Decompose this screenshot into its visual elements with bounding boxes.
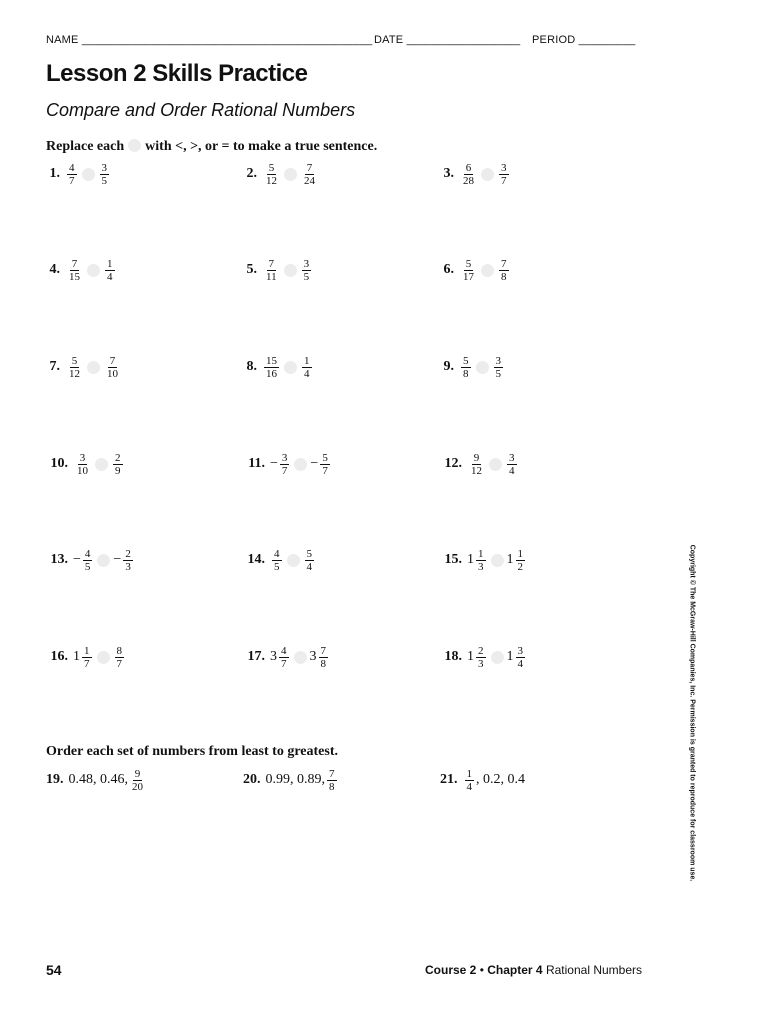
fraction <box>327 768 337 793</box>
denominator: 11 <box>266 270 277 283</box>
fraction <box>499 258 509 283</box>
compare-problem <box>46 640 126 674</box>
numerator: 5 <box>465 257 472 270</box>
fraction <box>83 548 93 573</box>
footer-topic: Rational Numbers <box>545 963 642 977</box>
problem-number: 16. <box>50 649 68 664</box>
fraction <box>272 548 282 573</box>
denominator: 8 <box>329 780 335 793</box>
fraction <box>264 162 279 187</box>
lesson-subtitle: Compare and Order Rational Numbers <box>46 100 356 120</box>
fraction <box>130 768 145 793</box>
compare-problem <box>46 253 117 287</box>
fraction <box>67 355 82 380</box>
problem-number: 14. <box>247 552 265 567</box>
problem-number: 18. <box>444 649 462 664</box>
denominator: 4 <box>304 367 310 380</box>
numerator: 7 <box>268 257 275 270</box>
numerator: 2 <box>478 644 484 657</box>
answer-blank-circle <box>294 651 307 664</box>
answer-blank-circle <box>481 168 494 181</box>
answer-blank-circle <box>294 458 307 471</box>
fraction <box>494 355 504 380</box>
answer-blank-circle <box>287 554 300 567</box>
compare-problem <box>440 253 511 287</box>
fraction <box>82 645 92 670</box>
numerator: 3 <box>303 257 310 270</box>
fraction <box>279 645 289 670</box>
denominator: 7 <box>501 174 507 187</box>
fraction <box>461 258 476 283</box>
denominator: 17 <box>463 270 474 283</box>
compare-problem <box>46 350 122 384</box>
fraction <box>461 355 471 380</box>
footer <box>425 963 642 977</box>
answer-blank-circle <box>82 168 95 181</box>
denominator: 5 <box>495 367 501 380</box>
fraction <box>67 258 82 283</box>
fraction <box>123 548 133 573</box>
fraction <box>499 162 509 187</box>
denominator: 4 <box>306 560 312 573</box>
problem-number: 5. <box>246 262 257 277</box>
instruction-text-after: with <, >, or = to make a true sentence. <box>145 139 378 154</box>
compare-problem <box>440 640 527 674</box>
problem-number: 10. <box>50 456 68 471</box>
denominator: 4 <box>107 270 113 283</box>
denominator: 7 <box>69 174 75 187</box>
numerator: 7 <box>306 161 313 174</box>
numerator: 15 <box>266 354 277 367</box>
footer-course: Course 2 <box>425 963 477 977</box>
problem-number: 13. <box>50 552 68 567</box>
answer-blank-circle <box>491 651 504 664</box>
fraction <box>105 258 115 283</box>
numerator: 3 <box>501 161 507 174</box>
answer-blank-circle <box>491 554 504 567</box>
denominator: 4 <box>517 657 523 670</box>
compare-problem <box>243 350 314 384</box>
fraction <box>302 355 312 380</box>
footer-bullet: • <box>479 963 484 977</box>
numerator: 5 <box>71 354 78 367</box>
fraction <box>302 258 312 283</box>
compare-problem <box>440 543 527 577</box>
fraction <box>507 452 517 477</box>
fraction <box>264 258 279 283</box>
numerator: 7 <box>320 644 326 657</box>
denominator: 15 <box>69 270 80 283</box>
footer-chapter: Chapter 4 <box>487 963 543 977</box>
fraction <box>516 548 526 573</box>
denominator: 5 <box>303 270 310 283</box>
fraction <box>75 452 90 477</box>
numerator: 3 <box>517 644 523 657</box>
fraction <box>319 645 329 670</box>
numerator: 2 <box>115 451 121 464</box>
numerator: 7 <box>501 257 507 270</box>
denominator: 8 <box>501 270 507 283</box>
fraction <box>516 645 526 670</box>
fraction <box>469 452 484 477</box>
problem-number: 8. <box>246 359 257 374</box>
whole-number: 1 <box>73 649 80 664</box>
denominator: 8 <box>320 657 326 670</box>
whole-number: 1 <box>506 552 514 567</box>
fraction <box>461 162 476 187</box>
numerator: 6 <box>465 161 472 174</box>
denominator: 5 <box>274 560 280 573</box>
compare-problem <box>46 447 125 481</box>
problem-number: 15. <box>444 552 462 567</box>
denominator: 12 <box>266 174 277 187</box>
denominator: 4 <box>509 464 515 477</box>
number-list: 0.99, 0.89, <box>265 772 325 787</box>
problem-number: 4. <box>49 262 60 277</box>
answer-blank-circle <box>97 554 110 567</box>
fraction <box>305 548 315 573</box>
numerator: 3 <box>281 451 288 464</box>
numerator: 4 <box>84 547 91 560</box>
numerator: 8 <box>116 644 122 657</box>
denominator: 24 <box>304 174 315 187</box>
numerator: 3 <box>495 354 501 367</box>
answer-blank-circle <box>97 651 110 664</box>
numerator: 5 <box>268 161 275 174</box>
numerator: 1 <box>304 354 310 367</box>
compare-problem <box>243 543 316 577</box>
numerator: 1 <box>478 547 484 560</box>
lesson-title: Lesson 2 Skills Practice <box>46 60 308 87</box>
compare-problem <box>243 640 330 674</box>
copyright-notice <box>684 545 700 880</box>
whole-number: 3 <box>270 649 277 664</box>
numerator: 9 <box>473 451 480 464</box>
blank-circle-icon <box>128 139 141 152</box>
order-problem <box>440 763 525 797</box>
denominator: 8 <box>463 367 469 380</box>
period-field-label: PERIOD _________ <box>532 34 636 46</box>
order-problem <box>243 763 339 797</box>
numerator: 4 <box>69 161 75 174</box>
answer-blank-circle <box>284 168 297 181</box>
order-instruction: Order each set of numbers from least to greatest. <box>46 744 338 759</box>
denominator: 16 <box>266 367 277 380</box>
numerator: 1 <box>84 644 90 657</box>
fraction <box>67 162 77 187</box>
fraction <box>100 162 110 187</box>
fraction <box>465 768 475 793</box>
compare-problem <box>243 253 313 287</box>
instruction-text-before: Replace each <box>46 139 125 154</box>
problem-number: 7. <box>49 359 60 374</box>
fraction <box>280 452 290 477</box>
negative-sign: − <box>73 552 81 567</box>
numerator: 5 <box>306 547 312 560</box>
compare-problem <box>243 157 319 191</box>
denominator: 7 <box>281 657 287 670</box>
problem-number: 17. <box>247 649 265 664</box>
denominator: 7 <box>84 657 90 670</box>
problem-number: 2. <box>246 166 257 181</box>
numerator: 1 <box>107 257 113 270</box>
denominator: 12 <box>471 464 482 477</box>
number-list: , 0.2, 0.4 <box>476 772 525 787</box>
denominator: 3 <box>478 657 484 670</box>
numerator: 4 <box>281 644 287 657</box>
denominator: 5 <box>101 174 107 187</box>
numerator: 3 <box>101 161 107 174</box>
compare-problem <box>243 447 332 481</box>
whole-number: 1 <box>467 649 474 664</box>
numerator: 3 <box>509 451 515 464</box>
problem-number: 9. <box>443 359 454 374</box>
numerator: 3 <box>79 451 86 464</box>
answer-blank-circle <box>481 264 494 277</box>
numerator: 7 <box>109 354 116 367</box>
numerator: 9 <box>134 767 141 780</box>
problem-number: 19. <box>46 772 64 787</box>
compare-problem <box>46 157 111 191</box>
denominator: 5 <box>84 560 91 573</box>
denominator: 28 <box>463 174 474 187</box>
numerator: 5 <box>463 354 469 367</box>
date-field-label: DATE __________________ <box>374 34 521 46</box>
order-problem <box>46 763 147 797</box>
answer-blank-circle <box>284 361 297 374</box>
negative-sign: − <box>310 456 319 471</box>
denominator: 20 <box>132 780 143 793</box>
fraction <box>476 548 486 573</box>
denominator: 7 <box>322 464 328 477</box>
fraction <box>113 452 123 477</box>
denominator: 9 <box>115 464 121 477</box>
whole-number: 1 <box>467 552 474 567</box>
compare-problem <box>440 350 505 384</box>
fraction <box>302 162 317 187</box>
number-list: 0.48, 0.46, <box>68 772 128 787</box>
problem-number: 12. <box>444 456 462 471</box>
numerator: 1 <box>517 547 523 560</box>
numerator: 2 <box>125 547 131 560</box>
answer-blank-circle <box>87 264 100 277</box>
answer-blank-circle <box>476 361 489 374</box>
denominator: 7 <box>116 657 122 670</box>
numerator: 5 <box>322 451 328 464</box>
whole-number: 3 <box>309 649 317 664</box>
answer-blank-circle <box>87 361 100 374</box>
problem-number: 11. <box>248 456 265 471</box>
denominator: 10 <box>77 464 88 477</box>
problem-number: 21. <box>440 772 458 787</box>
denominator: 7 <box>281 464 288 477</box>
compare-problem <box>440 447 519 481</box>
numerator: 4 <box>274 547 280 560</box>
fraction <box>320 452 330 477</box>
denominator: 3 <box>478 560 484 573</box>
negative-sign: − <box>270 456 278 471</box>
fraction <box>264 355 279 380</box>
denominator: 2 <box>517 560 523 573</box>
answer-blank-circle <box>284 264 297 277</box>
problem-number: 1. <box>49 166 60 181</box>
answer-blank-circle <box>489 458 502 471</box>
fraction <box>476 645 486 670</box>
negative-sign: − <box>113 552 122 567</box>
problem-number: 3. <box>443 166 454 181</box>
answer-blank-circle <box>95 458 108 471</box>
copyright-text: Copyright © The McGraw-Hill Companies, Inc. Permission is granted to reproduce for classroom use. <box>688 544 696 881</box>
whole-number: 1 <box>506 649 514 664</box>
page-number: 54 <box>46 962 62 978</box>
denominator: 4 <box>466 780 472 793</box>
numerator: 7 <box>329 767 335 780</box>
denominator: 10 <box>107 367 118 380</box>
denominator: 12 <box>69 367 80 380</box>
numerator: 1 <box>466 767 472 780</box>
compare-problem <box>46 543 135 577</box>
compare-instruction <box>46 139 377 155</box>
problem-number: 20. <box>243 772 261 787</box>
numerator: 7 <box>71 257 78 270</box>
fraction <box>105 355 120 380</box>
denominator: 3 <box>125 560 131 573</box>
problem-number: 6. <box>443 262 454 277</box>
name-field-label: NAME ______________________________________________ <box>46 34 373 46</box>
fraction <box>115 645 125 670</box>
compare-problem <box>440 157 511 191</box>
